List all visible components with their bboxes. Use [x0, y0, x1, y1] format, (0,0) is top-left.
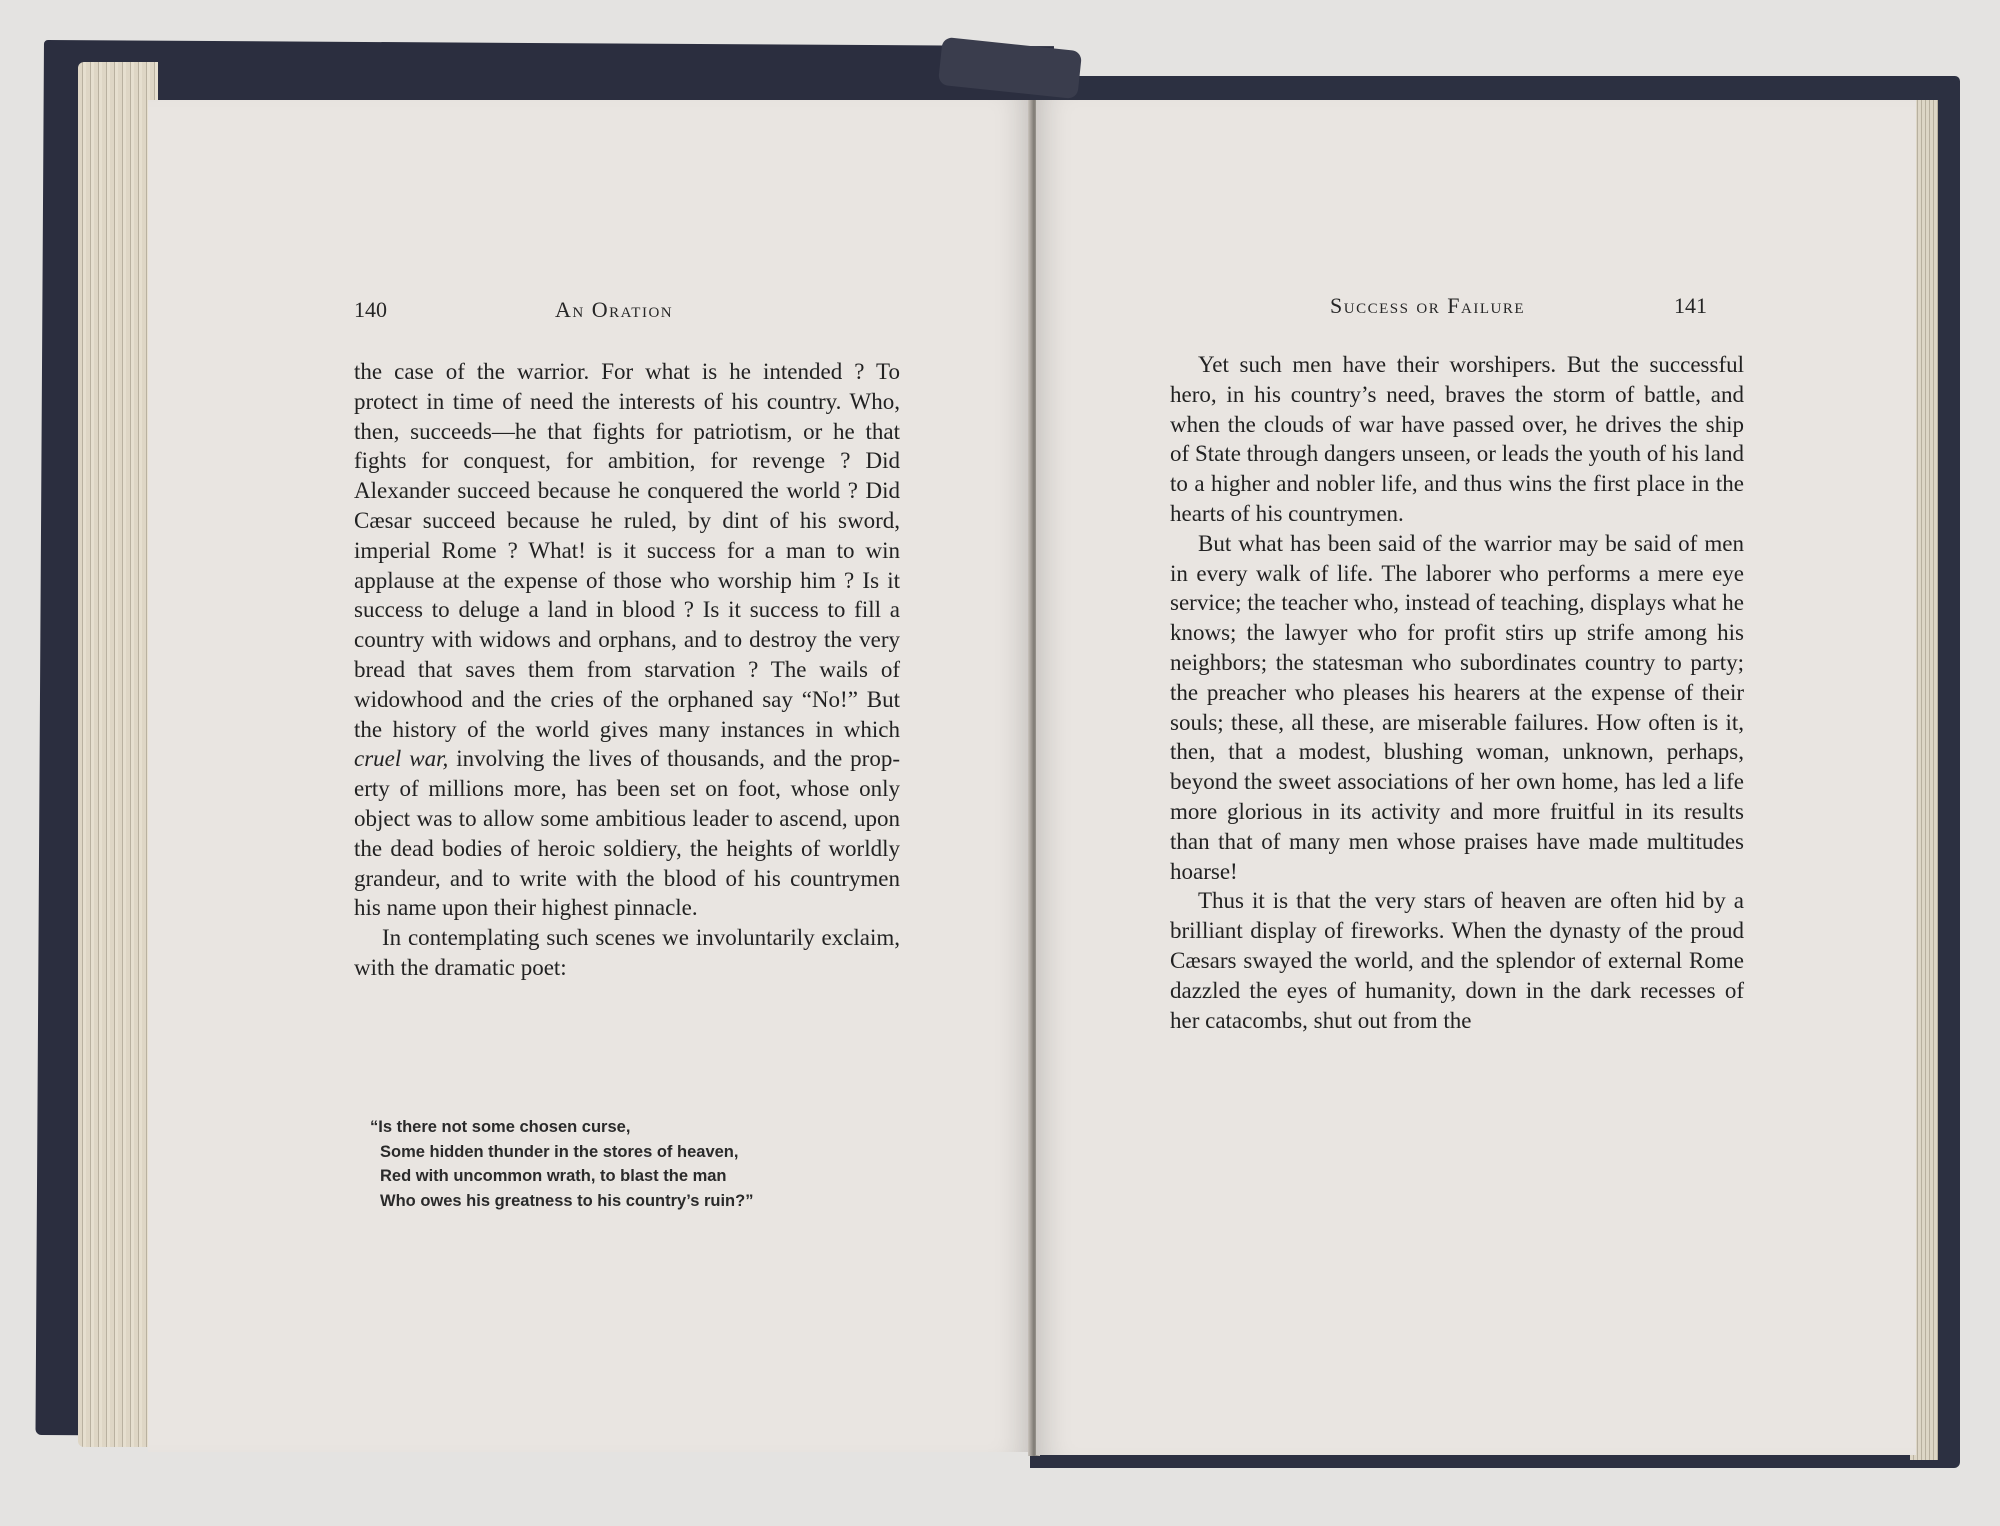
- verse-line: “Is there not some chosen curse,: [370, 1118, 631, 1136]
- left-paragraph-1: [354, 357, 900, 923]
- verse-line: Who owes his greatness to his country’s ruin?”: [380, 1191, 754, 1210]
- page-number-left: 140: [354, 297, 387, 322]
- left-text-before-italic: the case of the warrior. For what is he intended ? To protect in time of need the interests of his country. Who, then, succeeds—he that fights for patriotism, or he that fights for conquest, for ambition, for revenge ? Did Alexander succeed because he conquered the world ? Did Cæsar succeed because he ruled, by dint of his sword, imperial Rome ? What! is it success for a man to win applause at the expense of those who worship him ? Is it success to deluge a land in blood ? Is it success to fill a country with widows and orphans, and to destroy the very bread that saves them from starvation ? The wails of widowhood and the cries of the orphaned say “No!” But the history of the world gives many instances in which: [354, 359, 900, 742]
- left-page-body: [354, 357, 900, 983]
- right-paragraph-3: Thus it is that the very stars of heaven are often hid by a brilliant display of fireworks. When the dynasty of the proud Cæsars swayed the world, and the splendor of external Rome dazzled the eyes of humanity, down in the dark recesses of her catacombs, shut out from the: [1170, 888, 1744, 1033]
- verse-line: Red with uncommon wrath, to blast the man: [380, 1167, 727, 1186]
- left-page: [148, 100, 1032, 1452]
- verse-line: Some hidden thunder in the stores of heaven,: [380, 1142, 739, 1161]
- right-paragraph-2: But what has been said of the warrior may be said of men in every walk of life. The laborer who performs a mere eye service; the teacher who, instead of teaching, displays what he knows; the lawyer who for profit stirs up strife among his neighbors; the statesman who subordinates country to party; the preacher who pleases his hearers at the expense of their souls; these, all these, are miserable failures. How often is it, then, that a modest, blushing woman, unknown, perhaps, beyond the sweet associations of her own home, has led a life more glorious in its activity and more fruitful in its results than that of many men whose praises have made multitudes hoarse!: [1170, 530, 1744, 884]
- right-page: [1036, 100, 1916, 1455]
- left-paragraph-2: In contemplating such scenes we involuntarily exclaim, with the dramatic poet:: [354, 925, 900, 980]
- running-head-right: Success or Failure: [1330, 293, 1525, 318]
- right-paragraph-1: Yet such men have their worshipers. But the successful hero, in his country’s need, braves the storm of battle, and when the clouds of war have passed over, he drives the ship of State through dangers unseen, or leads the youth of his land to a higher and nobler life, and thus wins the first place in the hearts of his countrymen.: [1170, 352, 1744, 526]
- verse-quote: [370, 1115, 753, 1213]
- page-edges-left: [78, 62, 158, 1447]
- right-page-body: [1170, 350, 1744, 1035]
- italic-phrase: cruel war,: [354, 746, 449, 772]
- running-head-left: An Oration: [555, 297, 674, 322]
- page-number-right: 141: [1674, 293, 1707, 318]
- left-text-after-italic: involving the lives of thousands, and the property of millions more, has been set on foot, whose only object was to allow some ambitious leader to ascend, upon the dead bodies of heroic soldiery, the heights of worldly grandeur, and to write with the blood of his countrymen his name upon their highest pinnacle.: [354, 746, 900, 921]
